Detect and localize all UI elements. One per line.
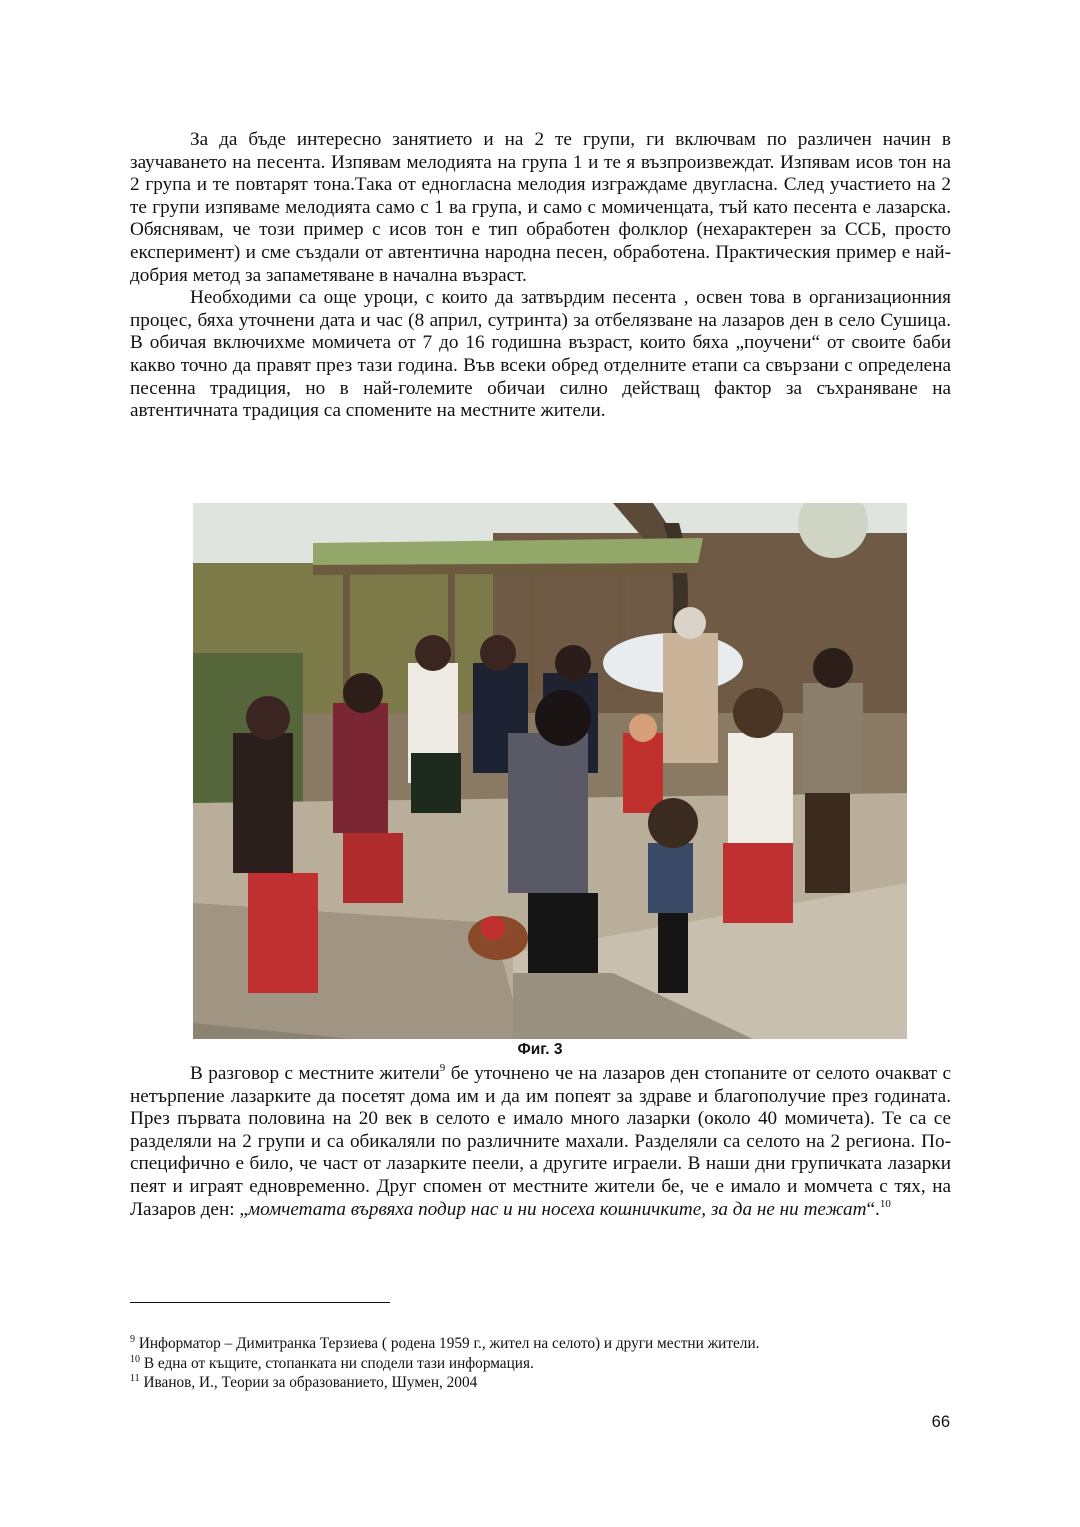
footnote-11 bbox=[130, 1373, 951, 1393]
paragraph-3-part-3: “. bbox=[866, 1198, 880, 1220]
paragraph-3 bbox=[130, 1063, 951, 1221]
footnote-ref-9: 9 bbox=[439, 1062, 446, 1074]
body-text-top bbox=[130, 129, 951, 423]
footnote-number: 11 bbox=[130, 1373, 140, 1384]
footnote-number: 10 bbox=[130, 1353, 140, 1365]
footnote-number: 9 bbox=[130, 1334, 135, 1345]
page-number: 66 bbox=[931, 1413, 950, 1431]
footnote-ref-10: 10 bbox=[879, 1197, 891, 1210]
body-text-bottom bbox=[130, 1063, 951, 1221]
footnote-separator bbox=[130, 1302, 390, 1303]
footnotes bbox=[130, 1334, 951, 1393]
figure-caption: Фиг. 3 bbox=[517, 1041, 563, 1058]
paragraph-2: Необходими са още уроци, с които да затвърдим песента , освен това в организационния процес, бяха уточнени дата и час (8 април, сутринта) за отбелязване на лазаров ден в село Сушица. В обичая включихме момичета от 7 до 16 годишна възраст, които бяха „поучени“ от своите баби какво точно да правят през тази година. Във всеки обред отделните етапи са свързани с определена песенна традиция, но в най-големите обичаи силно действащ фактор за съхраняване на автентичната традиция са спомените на местните жители. bbox=[130, 287, 951, 422]
footnote-text: В една от къщите, стопанката ни сподели тази информация. bbox=[140, 1354, 534, 1372]
paragraph-1: За да бъде интересно занятието и на 2 те групи, ги включвам по различен начин в заучаването на песента. Изпявам мелодията на група 1 и те я възпроизвеждат. Изпявам исов тон на 2 група и те повтарят тона.Така от едногласна мелодия изграждаме двугласна. След участието на 2 те групи изпяваме мелодията само с 1 ва група, и само с момиченцата, тъй като песента е лазарска. Обяснявам, че този пример с исов тон е тип обработен фолклор (нехарактерен за ССБ, просто експеримент) и сме създали от автентична народна песен, обработена. Практическия пример е най-добрия метод за запаметяване в начална възраст. bbox=[130, 129, 951, 286]
lazarki-photo bbox=[193, 503, 907, 1039]
paragraph-3-part-2: бе уточнено че на лазаров ден стопаните от селото очакват с нетърпение лазарките да посетят дома им и да им попеят за здраве и благополучие през годината. През първата половина на 20 век в селото е имало много лазарки (около 40 момичета). Те са се разделяли на 2 групи и са обикаляли по различните махали. Разделяли са селото на 2 региона. По-специфично е било, че част от лазарките пеели, а другите играели. В наши дни групичката лазарки пеят и играят едновременно. Друг спомен от местните жители бе, че е имало и момчета с тях, на Лазаров ден: „ bbox=[130, 1063, 951, 1220]
paragraph-3-part-1: В разговор с местните жители bbox=[190, 1063, 440, 1084]
footnote-10 bbox=[130, 1354, 951, 1374]
footnote-text: Иванов, И., Теории за образованието, Шумен, 2004 bbox=[139, 1374, 478, 1391]
footnote-9 bbox=[130, 1334, 951, 1354]
quote: момчетата вървяха подир нас и ни носеха кошничките, за да не ни тежат bbox=[247, 1198, 867, 1220]
footnote-text: Информатор – Димитранка Терзиева ( родена 1959 г., жител на селото) и други местни жители. bbox=[135, 1335, 760, 1352]
